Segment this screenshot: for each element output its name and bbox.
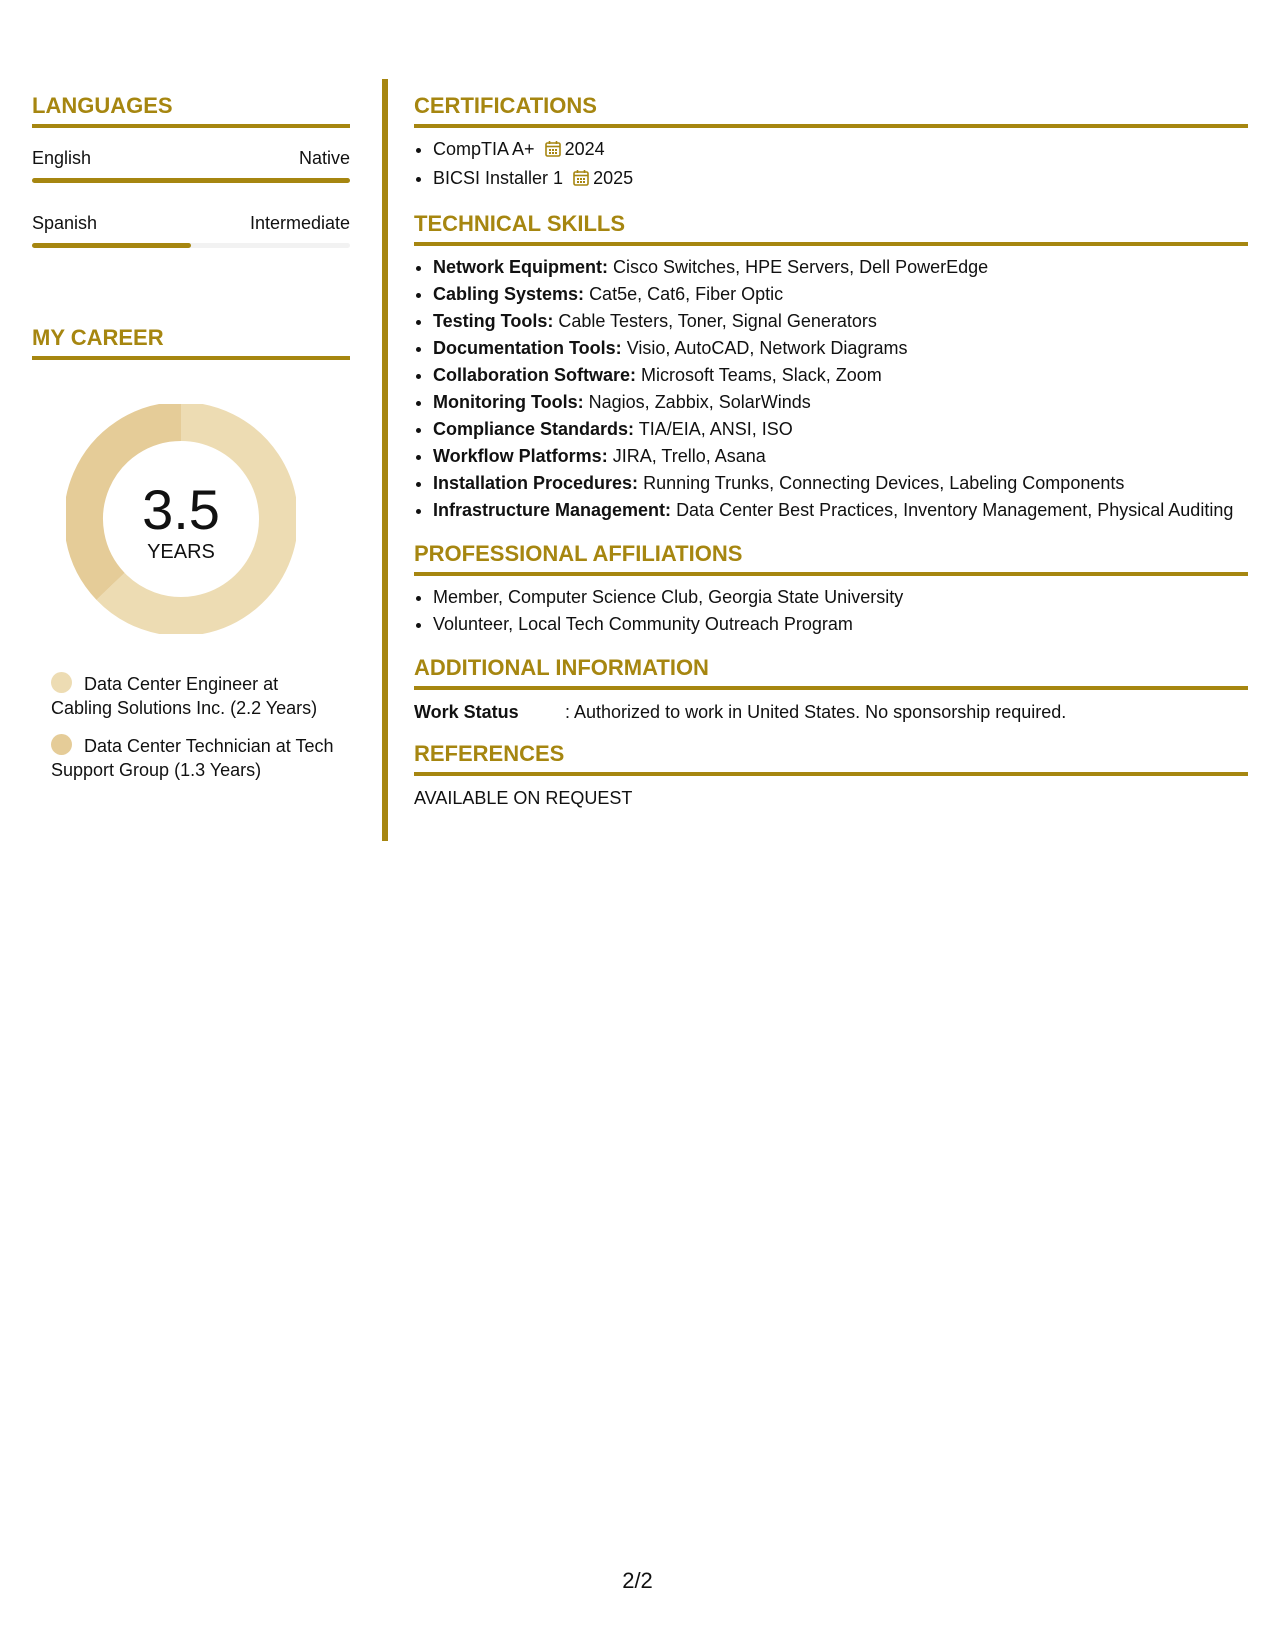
certification-year: 2025: [593, 168, 634, 188]
skill-item: [433, 281, 1248, 308]
technical-skills-section: [414, 210, 1248, 524]
language-name: Spanish: [32, 213, 98, 233]
skill-item: [433, 335, 1248, 362]
technical-skills-list: [414, 254, 1248, 524]
certifications-list: [414, 136, 1248, 194]
affiliation-item: • Member, Computer Science Club, Georgia State University: [433, 584, 1248, 611]
references-text: AVAILABLE ON REQUEST: [414, 788, 633, 808]
donut-center: [66, 404, 296, 634]
career-legend: [51, 672, 341, 782]
legend-dot-icon: [51, 672, 72, 693]
language-bar-track: [32, 178, 350, 183]
technical-skills-title: TECHNICAL SKILLS: [414, 210, 1248, 246]
language-english: [32, 146, 350, 183]
skill-value: JIRA, Trello, Asana: [612, 446, 766, 466]
skill-label: Compliance Standards:: [433, 419, 635, 439]
page-number: 2/2: [622, 1568, 653, 1593]
career-years-unit: YEARS: [147, 541, 215, 563]
skill-value: Data Center Best Practices, Inventory Management, Physical Auditing: [676, 500, 1234, 520]
skill-value: Cat5e, Cat6, Fiber Optic: [589, 284, 784, 304]
language-bar-track: [32, 243, 350, 248]
skill-item: [433, 254, 1248, 281]
skill-label: Infrastructure Management:: [433, 500, 672, 520]
certification-item: [433, 165, 1248, 194]
affiliations-title: PROFESSIONAL AFFILIATIONS: [414, 540, 1248, 576]
affiliations-list: [414, 584, 1248, 638]
calendar-icon: [545, 138, 561, 165]
skill-label: Monitoring Tools:: [433, 392, 584, 412]
skill-value: TIA/EIA, ANSI, ISO: [638, 419, 793, 439]
language-level: Intermediate: [249, 213, 350, 233]
skill-item: [433, 308, 1248, 335]
left-column: [32, 92, 350, 796]
skill-label: Documentation Tools:: [433, 338, 622, 358]
skill-label: Network Equipment:: [433, 257, 609, 277]
skill-value: Cisco Switches, HPE Servers, Dell PowerEdge: [613, 257, 989, 277]
skill-item: [433, 470, 1248, 497]
additional-info-section: [414, 654, 1248, 724]
references-title: REFERENCES: [414, 740, 1248, 776]
skill-label: Workflow Platforms:: [433, 446, 608, 466]
language-level: Native: [298, 148, 350, 168]
certifications-section: [414, 92, 1248, 194]
career-entry-text: Data Center Technician at Tech Support Group (1.3 Years): [51, 736, 334, 780]
certification-name: BICSI Installer 1: [433, 168, 564, 188]
certification-name: CompTIA A+: [433, 139, 535, 159]
language-name: English: [32, 148, 92, 168]
skill-label: Installation Procedures:: [433, 473, 639, 493]
affiliation-item: • Volunteer, Local Tech Community Outreach Program: [433, 611, 1248, 638]
skill-label: Cabling Systems:: [433, 284, 585, 304]
career-donut-chart: [66, 404, 296, 634]
skill-item: [433, 362, 1248, 389]
skill-value: Cable Testers, Toner, Signal Generators: [558, 311, 877, 331]
certification-year: 2024: [564, 139, 605, 159]
skill-value: Visio, AutoCAD, Network Diagrams: [626, 338, 908, 358]
language-bar-fill: [32, 243, 191, 248]
affiliations-section: [414, 540, 1248, 638]
certifications-title: CERTIFICATIONS: [414, 92, 1248, 128]
languages-title: LANGUAGES: [32, 92, 350, 128]
legend-dot-icon: [51, 734, 72, 755]
skill-label: Collaboration Software:: [433, 365, 637, 385]
skill-value: Running Trunks, Connecting Devices, Labeling Components: [643, 473, 1125, 493]
calendar-icon: [573, 167, 589, 194]
skill-value: Nagios, Zabbix, SolarWinds: [588, 392, 811, 412]
career-title: MY CAREER: [32, 324, 350, 360]
references-section: [414, 740, 1248, 810]
career-entry-text: Data Center Engineer at Cabling Solutions Inc. (2.2 Years): [51, 674, 318, 718]
work-status-value: : Authorized to work in United States. No sponsorship required.: [565, 702, 1067, 722]
certification-item: [433, 136, 1248, 165]
work-status-row: [414, 700, 1248, 724]
career-total-years: 3.5: [142, 478, 220, 541]
skill-value: Microsoft Teams, Slack, Zoom: [641, 365, 882, 385]
right-column: [414, 92, 1248, 810]
column-divider: [382, 79, 388, 841]
skill-label: Testing Tools:: [433, 311, 554, 331]
career-section: [32, 324, 350, 782]
additional-info-title: ADDITIONAL INFORMATION: [414, 654, 1248, 690]
language-bar-fill: [32, 178, 350, 183]
languages-section: [32, 92, 350, 248]
skill-item: [433, 497, 1248, 524]
skill-item: [433, 443, 1248, 470]
career-legend-item: [51, 734, 341, 782]
skill-item: [433, 416, 1248, 443]
career-legend-item: [51, 672, 341, 720]
work-status-label: Work Status: [414, 702, 519, 722]
skill-item: [433, 389, 1248, 416]
language-spanish: [32, 211, 350, 248]
